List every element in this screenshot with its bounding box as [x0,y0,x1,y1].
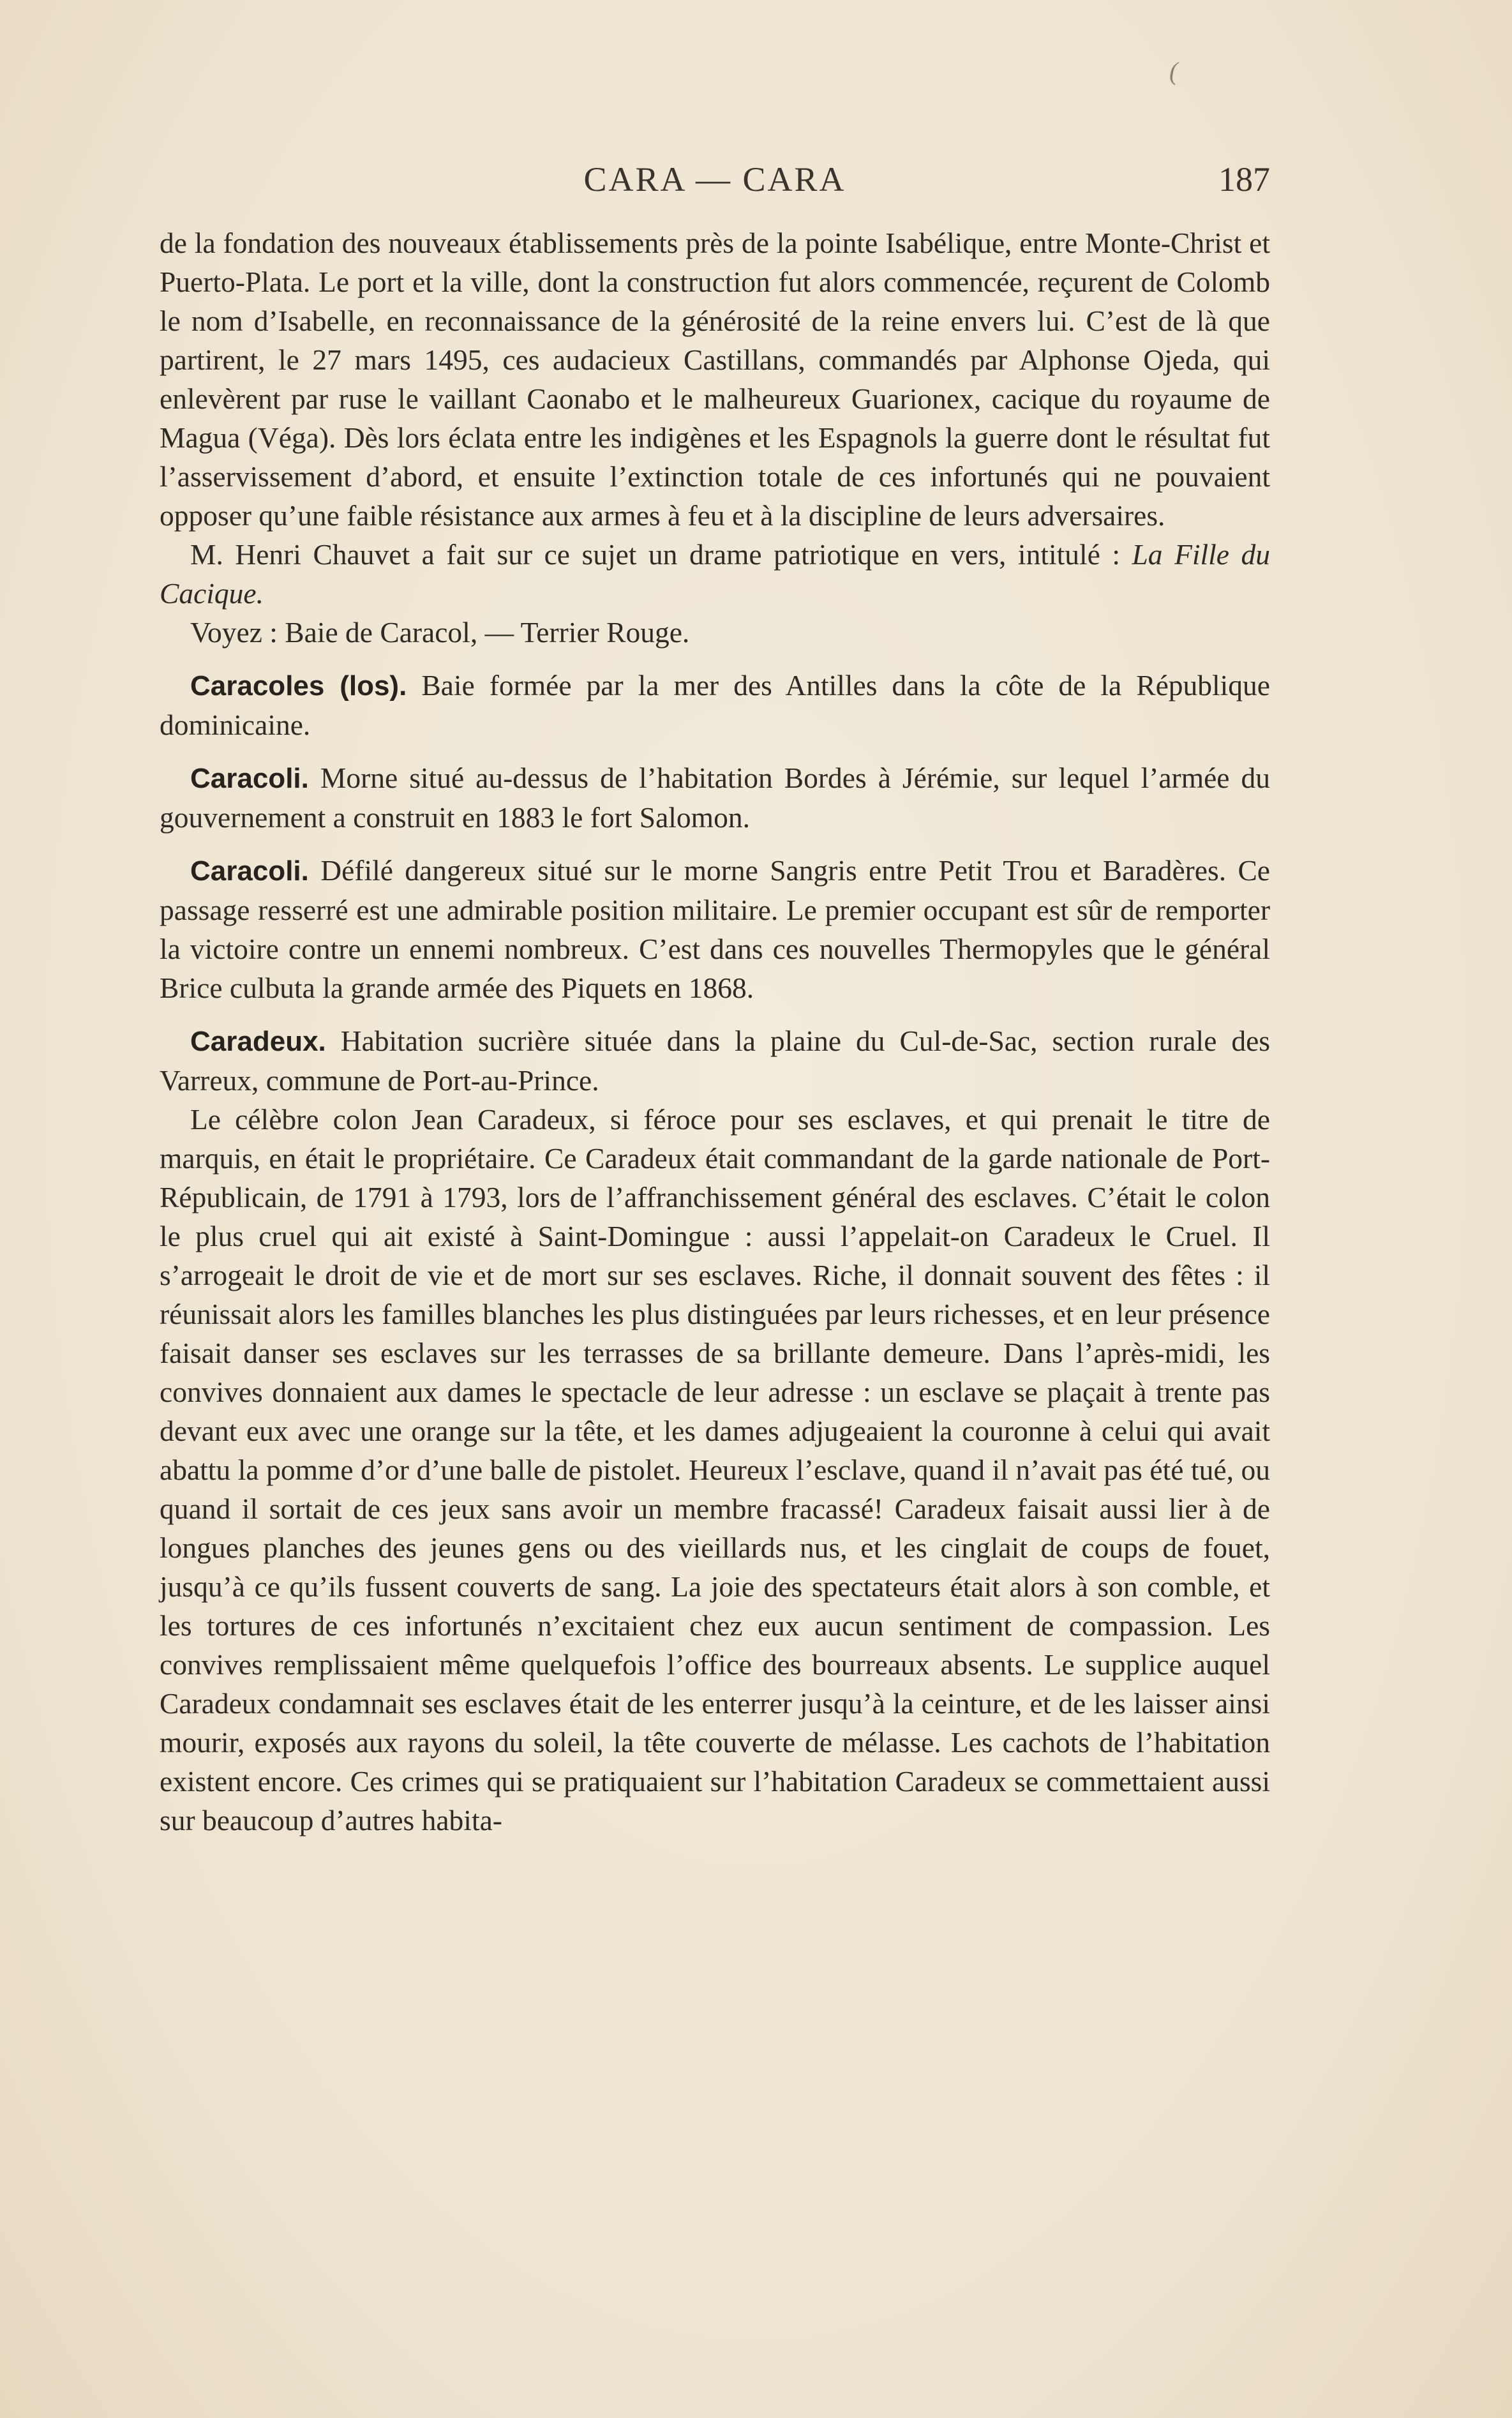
running-title: CARA — CARA [583,160,846,199]
headword: Caradeux. [190,1026,326,1057]
entry-text: Habitation sucrière située dans la plaine du Cul-de-Sac, section rurale des Varreux, commune de Port-au-Prince. [160,1025,1270,1097]
paragraph-jean-caradeux: Le célèbre colon Jean Caradeux, si féroce pour ses esclaves, et qui prenait le titre de marquis, en était le propriétaire. Ce Caradeux était commandant de la garde nationale de Port-Républicain, de 1791 à 1793, lors de l’affranchissement général des esclaves. C’était le colon le plus cruel qui ait existé à Saint-Domingue : aussi l’appelait-on Caradeux le Cruel. Il s’arrogeait le droit de vie et de mort sur ses esclaves. Riche, il donnait souvent des fêtes : il réunissait alors les familles blanches les plus distinguées par leurs richesses, et en leur présence faisait danser ses esclaves sur les terrasses de sa brillante demeure. Dans l’après-midi, les convives donnaient aux dames le spectacle de leur adresse : un esclave se plaçait à trente pas devant eux avec une orange sur la tête, et les dames adjugeaient la couronne à celui qui avait abattu la pomme d’or d’une balle de pistolet. Heureux l’esclave, quand il n’avait pas été tué, ou quand il sortait de ces jeux sans avoir un membre fracassé! Caradeux faisait aussi lier à de longues planches des jeunes gens ou des vieillards nus, et les cinglait de coups de fouet, jusqu’à ce qu’ils fussent couverts de sang. La joie des spectateurs était alors à son comble, et les tortures de ces infortunés n’excitaient chez eux aucun sentiment de compassion. Les convives remplissaient même quelquefois l’office des bourreaux absents. Le supplice auquel Caradeux condamnait ses esclaves était de les enterrer jusqu’à la ceinture, et de les laisser ainsi mourir, exposés aux rayons du soleil, la tête couverte de mélasse. Les cachots de l’habitation existent encore. Ces crimes qui se pratiquaient sur l’habitation Caradeux se commettaient aussi sur beaucoup d’autres habita- [160,1103,1270,1836]
paragraph-chauvet [160,535,1270,613]
entry-caracoles [160,666,1270,744]
entry-text: Baie formée par la mer des Antilles dans la côte de la République dominicaine. [160,669,1270,741]
entry-caracoli-defile [160,851,1270,1007]
entry-text: Défilé dangereux situé sur le morne Sangris entre Petit Trou et Baradères. Ce passage resserré est une admirable position militaire. Le premier occupant est sûr de remporter la victoire contre un ennemi nombreux. C’est dans ces nouvelles Thermopyles que le général Brice culbuta la grande armée des Piquets en 1868. [160,854,1270,1004]
paragraph-see-also: Voyez : Baie de Caracol, — Terrier Rouge. [190,616,690,649]
entry-text: Morne situé au-dessus de l’habitation Bordes à Jérémie, sur lequel l’armée du gouvernement a construit en 1883 le fort Salomon. [160,762,1270,834]
paragraph-chauvet-text: M. Henri Chauvet a fait sur ce sujet un drame patriotique en vers, intitulé : [190,538,1132,571]
headword: Caracoli. [190,855,309,887]
page-number: 187 [1218,160,1270,199]
running-header [160,160,1270,211]
work-title: La Fille du Cacique. [160,538,1270,610]
body-text [160,223,1270,1840]
paragraph-continuation: de la fondation des nouveaux établissements près de la pointe Isabélique, entre Monte-Christ et Puerto-Plata. Le port et la ville, dont la construction fut alors commencée, reçurent de Colomb le nom d’Isabelle, en reconnaissance de la générosité de la reine envers lui. C’est de là que partirent, le 27 mars 1495, ces audacieux Castillans, commandés par Alphonse Ojeda, qui enlevèrent par ruse le vaillant Caonabo et le malheureux Guarionex, cacique du royaume de Magua (Véga). Dès lors éclata entre les indigènes et les Espagnols la guerre dont le résultat fut l’asservissement d’abord, et ensuite l’extinction totale de ces infortunés qui ne pouvaient opposer qu’une faible résistance aux armes à feu et à la discipline de leurs adversaires. [160,227,1270,532]
margin-mark: ( [1169,57,1178,86]
headword: Caracoles (los). [190,670,407,702]
headword: Caracoli. [190,763,309,794]
entry-caradeux [160,1021,1270,1100]
entry-caracoli-morne [160,758,1270,837]
